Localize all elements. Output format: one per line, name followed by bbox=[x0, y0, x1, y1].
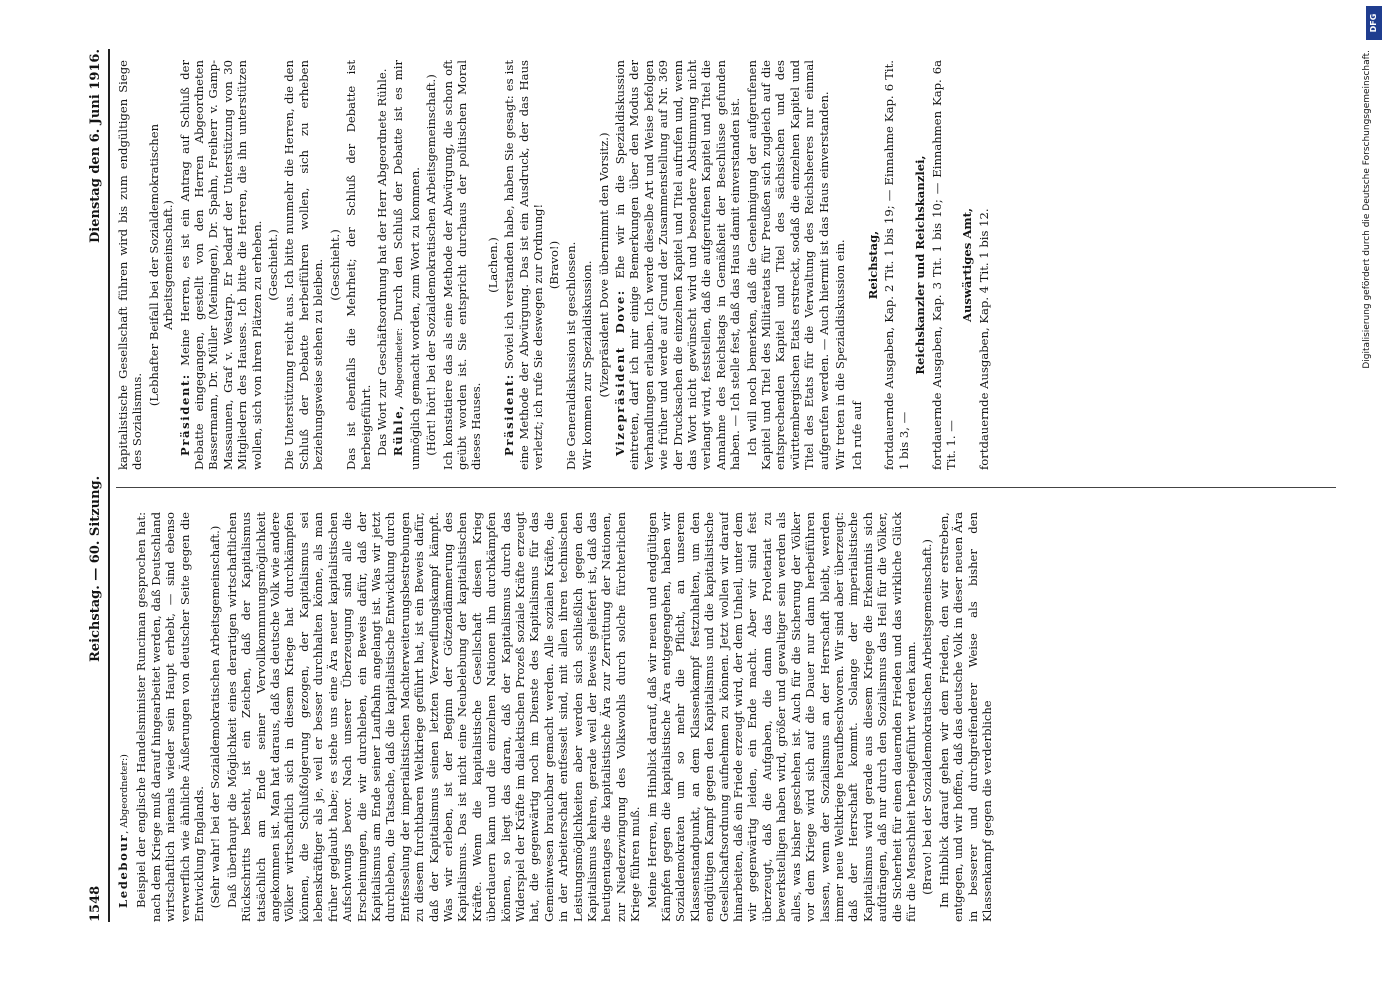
session-title: Reichstag. — 60. Sitzung. bbox=[88, 475, 103, 662]
page-header bbox=[86, 49, 110, 922]
paragraph bbox=[328, 60, 342, 470]
speaker-name: Präsident: bbox=[177, 373, 192, 456]
paragraph bbox=[882, 60, 911, 470]
paragraph-text: Beispiel der englische Handelsminister Runciman gesprochen hat: nach dem Kriege muß darauf hingearbeitet werden, daß Deutschland wirtschaftlich niemals wieder sein Haupt erhebt, — sind ebenso verwerflich wie ähnliche Äußerungen von deutscher Seite gegen die Entwicklung Englands. bbox=[134, 512, 207, 922]
paragraph-text: Die Generaldiskussion ist geschlossen. bbox=[563, 241, 578, 470]
paragraph bbox=[597, 60, 611, 470]
paragraph-text: Ich konstatiere das als eine Methode der Abwürgung, die schon oft geübt worden ist. Sie entspricht durchaus der politischen Moral dieses Hauses. bbox=[440, 60, 484, 470]
paragraph bbox=[266, 60, 280, 470]
paragraph bbox=[424, 60, 438, 470]
paragraph-text: Auswärtiges Amt, bbox=[960, 208, 975, 323]
paragraph-text: Ich rufe auf bbox=[849, 401, 864, 470]
column-divider bbox=[116, 487, 1336, 488]
paragraph bbox=[564, 60, 578, 470]
paragraph bbox=[282, 60, 325, 470]
digitization-credit bbox=[1358, 10, 1378, 990]
paragraph-text: Wir kommen zur Spezialdiskussion. bbox=[580, 260, 595, 470]
rotated-print-page bbox=[86, 49, 1351, 922]
speaker-role: , Abgeordneter:) bbox=[119, 754, 130, 834]
speaker-name: Ledebour bbox=[116, 833, 130, 908]
paragraph bbox=[344, 60, 373, 470]
paragraph-text: Meine Herren, es ist ein Antrag auf Schluß der Debatte eingegangen, gestellt von den Herren Abgeordneten Bassermann, Dr. Müller (Meiningen), Dr. Spahn, Freiherr v. Gamp-Massaunen, Graf v. Westarp. Er bedarf der Unterstützung von 30 Mitgliedern des Hauses. Ich bitte die Herren, die ihn unterstützen wollen, sich von ihren Plätzen zu erheben. bbox=[177, 60, 264, 470]
dfg-logo: DFG bbox=[1366, 6, 1382, 40]
paragraph-text: (Geschieht.) bbox=[327, 229, 342, 301]
session-date: Dienstag den 6. Juni 1916. bbox=[88, 49, 103, 243]
speaker-name: Rühle, bbox=[391, 404, 406, 456]
paragraph-text: Meine Herren, im Hinblick darauf, daß wir neuen und endgültigen Kämpfen gegen die kapitalistische Ära entgegengehen, haben wir Sozialdemokraten um so mehr die Pflicht, an unserem Klassenstandpunkt, an dem Klassenkampf festzuhalten, um den endgültigen Kampf gegen den Kapitalismus und die kapitalistische Gesellschaftsordnung aufnehmen zu können. Jetzt wollen wir darauf hinarbeiten, daß ein Friede erzeugt wird, der dem Unheil, unter dem wir gegenwärtig leiden, ein Ende macht. Aber wir sind fest überzeugt, daß die Aufgaben, die dann das Proletariat zu bewerkstelligen haben wird, größer und gewaltiger sein werden als alles, was bisher geschehen ist. Auch für die Sicherung der Völker vor dem Kriege wird sich auf die Dauer nur dann herbeiführen lassen, wenn der Sozialismus an der Herrschaft bleibt, werden immer neue Weltkriege heraufbeschworen. Wir sind aber überzeugt: daß der Herrschaft kommt. Solange der imperialistische Kapitalismus wird gerade aus diesem Kriege die Erkenntnis sich aufdrängen, daß nur durch den Sozialismus das Heil für die Völker, die Sicherheit für einen dauernden Frieden und das wirkliche Glück für die Menschheit herbeigeführt werden kann. bbox=[644, 512, 918, 922]
paragraph-text: (Bravo! bei der Sozialdemokratischen Arbeitsgemeinschaft.) bbox=[920, 539, 935, 895]
paragraph bbox=[391, 60, 422, 470]
paragraph-text: fortdauernde Ausgaben, Kap. 4 Tit. 1 bis 12. bbox=[976, 208, 991, 470]
paragraph bbox=[441, 60, 484, 470]
paragraph bbox=[977, 60, 991, 470]
speaker-name: Präsident: bbox=[502, 373, 517, 456]
paragraph bbox=[580, 60, 594, 470]
paragraph bbox=[920, 512, 934, 922]
paragraph-text: (Vizepräsident Dove übernimmt den Vorsitz.) bbox=[596, 132, 611, 398]
paragraph bbox=[486, 60, 500, 470]
paragraph-text: (Bravo!) bbox=[547, 240, 562, 290]
paragraph bbox=[225, 512, 643, 922]
paragraph bbox=[745, 60, 831, 470]
paragraph-text: Die Unterstützung reicht aus. Ich bitte nunmehr die Herren, die den Schluß der Debatte herbeiführen wollen, sich zu erheben beziehungsweise stehen zu bleiben. bbox=[282, 60, 326, 470]
paragraph bbox=[866, 60, 880, 470]
paragraph-text: (Lachen.) bbox=[485, 237, 500, 293]
paragraph bbox=[208, 512, 222, 922]
left-text-column bbox=[116, 512, 1346, 922]
paragraph-text: Durch den Schluß der Debatte ist es mir unmöglich gemacht worden, zum Wort zu kommen. bbox=[391, 60, 422, 470]
paragraph-text: (Sehr wahr! bei der Sozialdemokratischen Arbeitsgemeinschaft.) bbox=[208, 525, 223, 909]
paragraph bbox=[937, 512, 995, 922]
speaker-role: Abgeordneter: bbox=[394, 327, 406, 405]
paragraph-text: Das ist ebenfalls die Mehrheit; der Schluß der Debatte ist herbeigeführt. bbox=[344, 60, 373, 470]
paragraph bbox=[147, 60, 176, 470]
paragraph bbox=[613, 60, 743, 470]
paragraph bbox=[116, 512, 132, 922]
paragraph-text: (Geschieht.) bbox=[266, 229, 281, 301]
paragraph-text: Das Wort zur Geschäftsordnung hat der Herr Abgeordnete Rühle. bbox=[374, 68, 389, 456]
paragraph bbox=[850, 60, 864, 470]
paragraph bbox=[913, 60, 927, 470]
paragraph-text: fortdauernde Ausgaben, Kap. 3 Tit. 1 bis 10; — Einnahmen Kap. 6a Tit. 1. — bbox=[929, 60, 958, 470]
page-number: 1548 bbox=[88, 885, 103, 922]
paragraph-text: Im Hinblick darauf gehen wir dem Frieden, den wir erstreben, entgegen, und wir hoffen, daß das deutsche Volk in dieser neuen Ära in besserer und durchgreifenderer Weise als bisher den Klassenkampf gegen die verderbliche bbox=[936, 512, 994, 922]
paragraph bbox=[960, 60, 974, 470]
paragraph bbox=[134, 512, 206, 922]
paragraph-text: fortdauernde Ausgaben, Kap. 2 Tit. 1 bis 19; — Einnahme Kap. 6 Tit. 1 bis 3, — bbox=[882, 60, 911, 470]
paragraph-text: Daß überhaupt die Möglichkeit eines derartigen wirtschaftlichen Rückschritts besteht, ist ein Zeichen, daß der Kapitalismus tatsächlich am Ende seiner Vervollkommnungsmöglichkeit angekommen ist. Man hat daraus, daß das deutsche Volk wie andere Völker wirtschaftlich sich in diesem Kriege hat durchkämpfen können, die Schlußfolgerung gezogen, der Kapitalismus sei lebenskräftiger als je, weil er besser durchhalten könne, als man früher geglaubt habe; es stehe uns eine Ära neuer kapitalistischen Aufschwungs bevor. Nach unserer Überzeugung sind alle die Erscheinungen, die wir durchleben, ein Beweis dafür, daß der Kapitalismus am Ende seiner Laufbahn angelangt ist. Was wir jetzt durchleben, die Tatsache, daß die kapitalistische Entwicklung durch Entfesselung der imperialistischen Machterweiterungsbestrebungen zu diesem furchtbaren Weltkriege geführt hat, ist ein Beweis dafür, daß der Kapitalismus seinen letzten Verzweiflungskampf kämpft. Was wir erleben, ist der Beginn der Götzendämmerung des Kapitalismus. Das ist nicht eine Neubelebung der kapitalistischen Kräfte. Wenn die kapitalistische Gesellschaft diesen Krieg überdauern kann und die einzelnen Nationen ihn durchkämpfen können, so liegt das daran, daß der Kapitalismus durch das Widerspiel der Kräfte im dialektischen Prozeß soziale Kräfte erzeugt hat, die gegenwärtig noch im Dienste des Kapitalismus für das Gemeinwesen brauchbar gemacht werden. Alle sozialen Kräfte, die in der Arbeiterschaft entfesselt sind, mit allen ihren technischen Leistungsmöglichkeiten aber werden sich schließlich gegen den Kapitalismus kehren, gerade weil der Beweis geliefert ist, daß das heutigentages die kapitalistische Ära zur Zerrüttung der Nationen, zur Niederzwingung des Volkswohls durch solche fürchterlichen Kriege führen muß. bbox=[224, 512, 643, 922]
paragraph-text: (Hört! hört! bei der Sozialdemokratischen Arbeitsgemeinschaft.) bbox=[424, 74, 439, 456]
paragraph-text: Ehe wir in die Spezialdiskussion eintreten, darf ich mir einige Bemerkungen über den Modus der Verhandlungen erlauben. Ich werde dieselbe Art und Weise befolgen wie früher und werde auf Grund der Zusammenstellung auf Nr. 369 der Drucksachen die einzelnen Kapitel und Titel aufrufen und, wenn das Wort nicht gewünscht wird und besondere Abstimmung nicht verlangt wird, feststellen, daß die aufgerufenen Kapitel und Titel die Annahme des Reichstags in Gemäßheit der Beschlüsse gefunden haben. — Ich stelle fest, daß das Haus damit einverstanden ist. bbox=[613, 60, 743, 470]
paragraph-text: Reichskanzler und Reichskanzlei, bbox=[913, 155, 928, 375]
paragraph bbox=[116, 60, 145, 470]
speaker-name: Vizepräsident Dove: bbox=[613, 289, 627, 456]
paragraph bbox=[547, 60, 561, 470]
paragraph bbox=[833, 60, 847, 470]
paragraph bbox=[930, 60, 959, 470]
paragraph bbox=[645, 512, 919, 922]
paragraph-text: kapitalistische Gesellschaft führen wird bis zum endgültigen Siege des Sozialismus. bbox=[116, 60, 145, 470]
paragraph bbox=[178, 60, 264, 470]
paragraph-text: Wir treten in die Spezialdiskussion ein. bbox=[833, 239, 848, 470]
paragraph bbox=[375, 60, 389, 470]
document-page bbox=[86, 49, 1351, 922]
paragraph-text: Soviel ich verstanden habe, haben Sie gesagt: es ist eine Methode der Abwürgung. Das ist ein Ausdruck, der das Haus verletzt; ich rufe Sie deswegen zur Ordnung! bbox=[502, 60, 545, 470]
paragraph bbox=[502, 60, 545, 470]
paragraph-text: (Lebhafter Beifall bei der Sozialdemokratischen Arbeitsgemeinschaft.) bbox=[146, 123, 176, 407]
paragraph-text: Ich will noch bemerken, daß die Genehmigung der aufgerufenen Kapitel und Titel des Militäretats für Preußen sich zugleich auf die entsprechenden Kapitel und Titel des sächsischen und des württembergischen Etats erstreckt, sodaß die einzelnen Kapitel und Titel des Etats für die Verwaltung des Reichsheeres nur einmal aufgerufen werden. — Auch hiermit ist das Haus einverstanden. bbox=[744, 60, 831, 470]
paragraph-text: Reichstag, bbox=[865, 230, 880, 300]
right-text-column bbox=[116, 60, 1346, 470]
credit-text: Digitalisierung gefördert durch die Deutsche Forschungsgemeinschaft. bbox=[1362, 50, 1372, 369]
